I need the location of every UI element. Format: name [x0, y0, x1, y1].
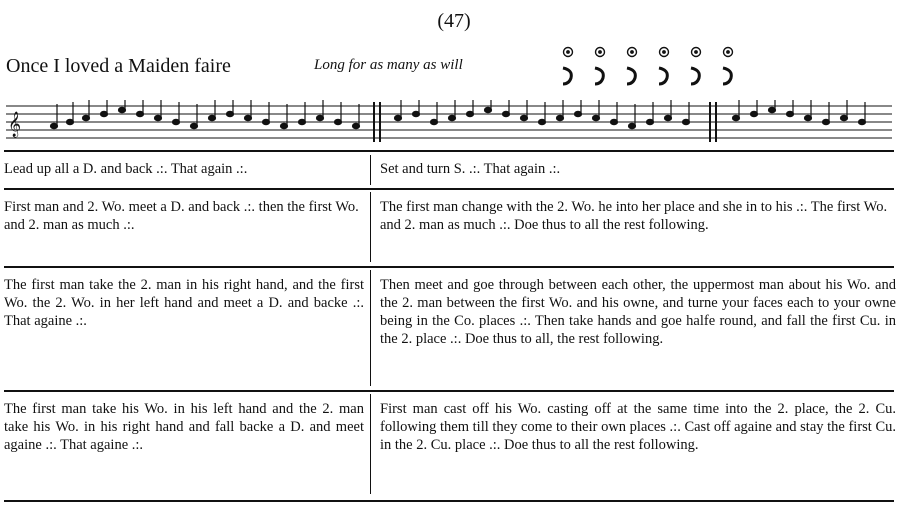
note-icon — [859, 102, 866, 125]
note-icon — [733, 100, 740, 121]
note-icon — [281, 104, 288, 129]
note-icon — [67, 102, 74, 125]
column-divider — [370, 394, 371, 494]
dancer-symbols — [558, 44, 738, 86]
dancer-symbol — [691, 48, 701, 85]
note-icon — [353, 104, 360, 129]
note-icon — [317, 100, 324, 121]
note-icon — [575, 100, 582, 117]
note-icon — [823, 102, 830, 125]
dancer-symbol — [563, 48, 573, 85]
left-instruction: The first man take his Wo. in his left hand and the 2. man take his Wo. in his right hand and fall backe a D. and meet againe .:. That againe .:. — [4, 401, 364, 453]
note-icon — [539, 102, 546, 125]
note-icon — [647, 102, 654, 125]
note-icon — [101, 100, 108, 117]
left-instruction: Lead up all a D. and back .:. That again .:. — [4, 161, 248, 177]
note-icon — [155, 100, 162, 121]
section-rule — [4, 188, 894, 190]
section-rule — [4, 266, 894, 268]
note-icon — [467, 100, 474, 117]
right-instruction: The first man change with the 2. Wo. he into her place and she in to his .:. The first Wo. and 2. man as much .:. Doe thus to all the rest following. — [380, 199, 888, 233]
right-instruction: First man cast off his Wo. casting off at the same time into the 2. place, the 2. Cu. following them till they come to their own places .:. Cast off againe and stay the first Cu. in the 2. Cu. place .:. Doe thus to all the rest following. — [380, 401, 896, 453]
note-icon — [245, 100, 252, 121]
column-divider — [370, 192, 371, 262]
dance-title: Once I loved a Maiden faire — [6, 55, 231, 77]
note-icon — [557, 100, 564, 121]
instruction-row — [4, 400, 894, 492]
note-icon — [299, 102, 306, 125]
note-icon — [83, 100, 90, 121]
note-icon — [191, 104, 198, 129]
music-staff — [6, 98, 896, 148]
note-icon — [787, 100, 794, 117]
note-icon — [611, 102, 618, 125]
section-rule — [4, 500, 894, 502]
section-rule — [4, 390, 894, 392]
section-rule — [4, 150, 894, 152]
note-icon — [449, 100, 456, 121]
dance-subtitle: Long for as many as will — [314, 57, 463, 73]
instruction-row — [4, 276, 894, 386]
note-icon — [593, 100, 600, 121]
note-icon — [413, 100, 420, 117]
note-icon — [503, 100, 510, 117]
note-icon — [629, 104, 636, 129]
dancer-symbol — [659, 48, 669, 85]
note-icon — [841, 100, 848, 121]
instruction-row — [4, 198, 894, 258]
note-icon — [751, 100, 758, 117]
note-icon — [51, 104, 58, 129]
page-number: (47) — [437, 10, 471, 32]
note-icon — [521, 100, 528, 121]
note-icon — [395, 100, 402, 121]
note-icon — [137, 100, 144, 117]
column-divider — [370, 270, 371, 386]
dancer-symbol — [627, 48, 637, 85]
note-icon — [335, 102, 342, 125]
note-icon — [805, 100, 812, 121]
note-icon — [431, 102, 438, 125]
dancer-symbol — [595, 48, 605, 85]
left-instruction: First man and 2. Wo. meet a D. and back .:. then the first Wo. and 2. man as much .:. — [4, 199, 359, 233]
dancer-symbol — [723, 48, 733, 85]
note-icon — [209, 100, 216, 121]
clef-icon: 𝄞 — [8, 112, 22, 137]
right-instruction: Set and turn S. .:. That again .:. — [380, 161, 561, 177]
note-icon — [263, 102, 270, 125]
left-instruction: The first man take the 2. man in his right hand, and the first Wo. the 2. Wo. in her left hand and meet a D. and backe .:. That againe .:. — [4, 277, 364, 329]
note-icon — [665, 100, 672, 121]
right-instruction: Then meet and goe through between each other, the uppermost man about his Wo. and the 2. man between the first Wo. and his owne, and turne your faces each to your owne being in the Co. places .:. Then take hands and goe halfe round, and fall the first Cu. in the 2. place .:. Doe thus to all, the rest following. — [380, 277, 896, 347]
note-icon — [227, 100, 234, 117]
note-icon — [683, 102, 690, 125]
instruction-row — [4, 160, 894, 182]
note-icon — [173, 102, 180, 125]
column-divider — [370, 155, 371, 185]
